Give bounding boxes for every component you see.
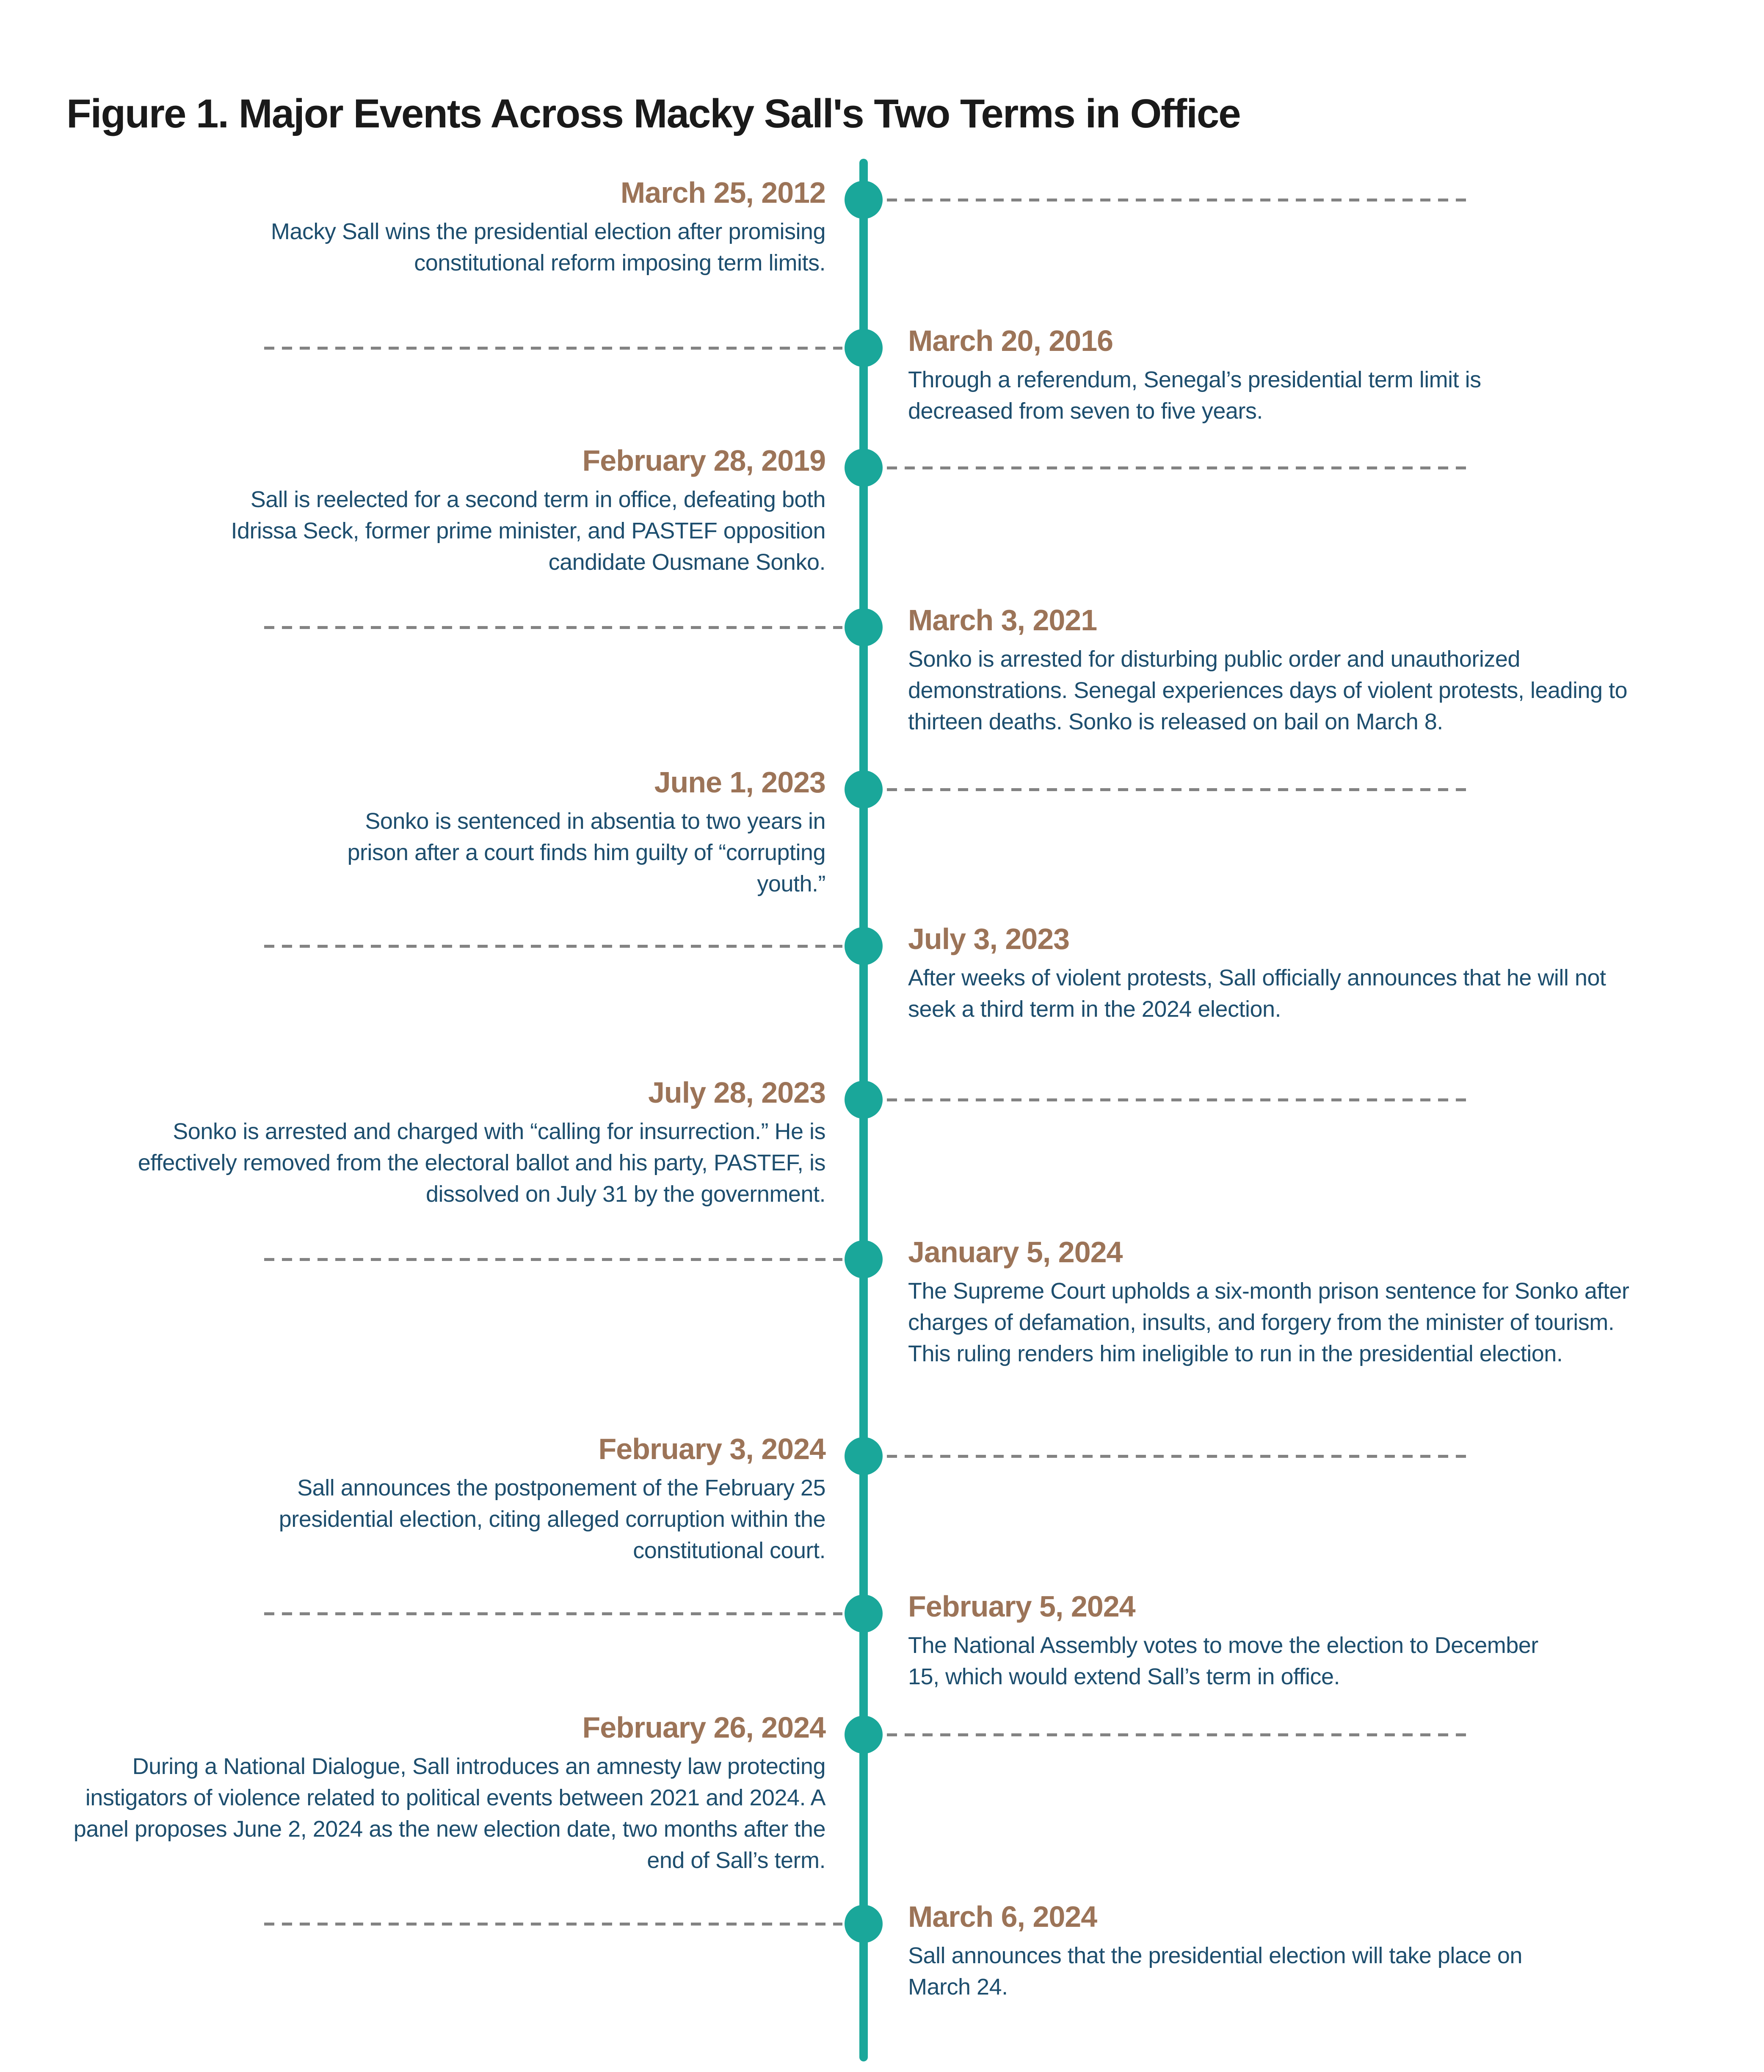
event-date: January 5, 2024	[908, 1236, 1123, 1269]
timeline-dot	[845, 181, 883, 219]
timeline-dot	[845, 770, 883, 808]
dashed-connector	[264, 945, 842, 948]
timeline-dot	[845, 1240, 883, 1278]
timeline-event-2024-02-05	[908, 1587, 1556, 1692]
timeline-dot	[845, 1716, 883, 1754]
timeline-event-2024-01-05	[908, 1233, 1632, 1369]
event-date: March 6, 2024	[908, 1900, 1097, 1933]
timeline-dot	[845, 927, 883, 965]
event-description: Sall is reelected for a second term in office, defeating both Idrissa Seck, former prime minister, and PASTEF opposition candidate Ousmane Sonko.	[231, 487, 825, 575]
event-description: During a National Dialogue, Sall introduces an amnesty law protecting instigators of violence related to political events between 2021 and 2024. A panel proposes June 2, 2024 as the new election date, two months after the end of Sall’s term.	[73, 1754, 825, 1873]
event-description: The National Assembly votes to move the election to December 15, which would extend Sall’s term in office.	[908, 1633, 1538, 1689]
event-description: Sall announces the postponement of the February 25 presidential election, citing alleged corruption within the constitutional court.	[279, 1475, 825, 1563]
timeline-event-2024-03-06	[908, 1898, 1568, 2003]
event-description: Sall announces that the presidential election will take place on March 24.	[908, 1943, 1522, 2000]
event-description: Sonko is sentenced in absentia to two years in prison after a court finds him guilty of “corrupting youth.”	[347, 808, 825, 897]
timeline-event-2023-06-01	[301, 763, 825, 899]
event-date: July 28, 2023	[648, 1076, 825, 1109]
figure-title: Figure 1. Major Events Across Macky Sall's Two Terms in Office	[66, 91, 1240, 137]
timeline-dot	[845, 1595, 883, 1633]
dashed-connector	[264, 626, 842, 629]
event-date: March 3, 2021	[908, 604, 1097, 637]
timeline-dot	[845, 329, 883, 367]
dashed-connector	[264, 1258, 842, 1261]
event-description: Sonko is arrested for disturbing public order and unauthorized demonstrations. Senegal experiences days of violent protests, leading to thirteen deaths. Sonko is released on bail on March 8.	[908, 646, 1628, 734]
timeline-dot	[845, 1437, 883, 1475]
event-date: March 20, 2016	[908, 324, 1113, 357]
event-date: February 5, 2024	[908, 1590, 1135, 1623]
dashed-connector	[264, 1612, 842, 1615]
timeline-dot	[845, 1905, 883, 1943]
event-date: July 3, 2023	[908, 922, 1070, 955]
timeline-event-2019-02-28	[199, 441, 825, 578]
timeline-event-2021-03-03	[908, 601, 1653, 737]
dashed-connector	[887, 1455, 1473, 1458]
event-date: February 28, 2019	[582, 444, 825, 477]
event-date: February 3, 2024	[598, 1432, 825, 1465]
timeline-event-2023-07-28	[80, 1073, 825, 1210]
event-date: February 26, 2024	[582, 1711, 825, 1744]
event-description: Sonko is arrested and charged with “calling for insurrection.” He is effectively removed from the electoral ballot and his party, PASTEF, is dissolved on July 31 by the government.	[138, 1119, 825, 1207]
timeline-event-2016-03-20	[908, 322, 1513, 427]
dashed-connector	[887, 466, 1473, 469]
event-date: March 25, 2012	[620, 176, 825, 209]
event-description: The Supreme Court upholds a six-month prison sentence for Sonko after charges of defamation, insults, and forgery from the minister of tourism. This ruling renders him ineligible to run in the presidential election.	[908, 1278, 1629, 1366]
event-description: Macky Sall wins the presidential election after promising constitutional reform imposing term limits.	[271, 219, 825, 276]
dashed-connector	[264, 1923, 842, 1926]
event-description: After weeks of violent protests, Sall officially announces that he will not seek a third term in the 2024 election.	[908, 965, 1606, 1022]
timeline-dot	[845, 608, 883, 646]
dashed-connector	[887, 1098, 1473, 1101]
event-date: June 1, 2023	[654, 766, 825, 799]
timeline-event-2012-03-25	[190, 174, 825, 279]
timeline-event-2023-07-03	[908, 920, 1653, 1025]
dashed-connector	[264, 347, 842, 350]
timeline-event-2024-02-26	[72, 1708, 825, 1876]
dashed-connector	[887, 788, 1473, 791]
event-description: Through a referendum, Senegal’s presidential term limit is decreased from seven to five years.	[908, 367, 1481, 424]
dashed-connector	[887, 1733, 1473, 1736]
timeline-dot	[845, 449, 883, 487]
timeline-dot	[845, 1081, 883, 1119]
dashed-connector	[887, 199, 1473, 201]
timeline-event-2024-02-03	[220, 1430, 825, 1566]
